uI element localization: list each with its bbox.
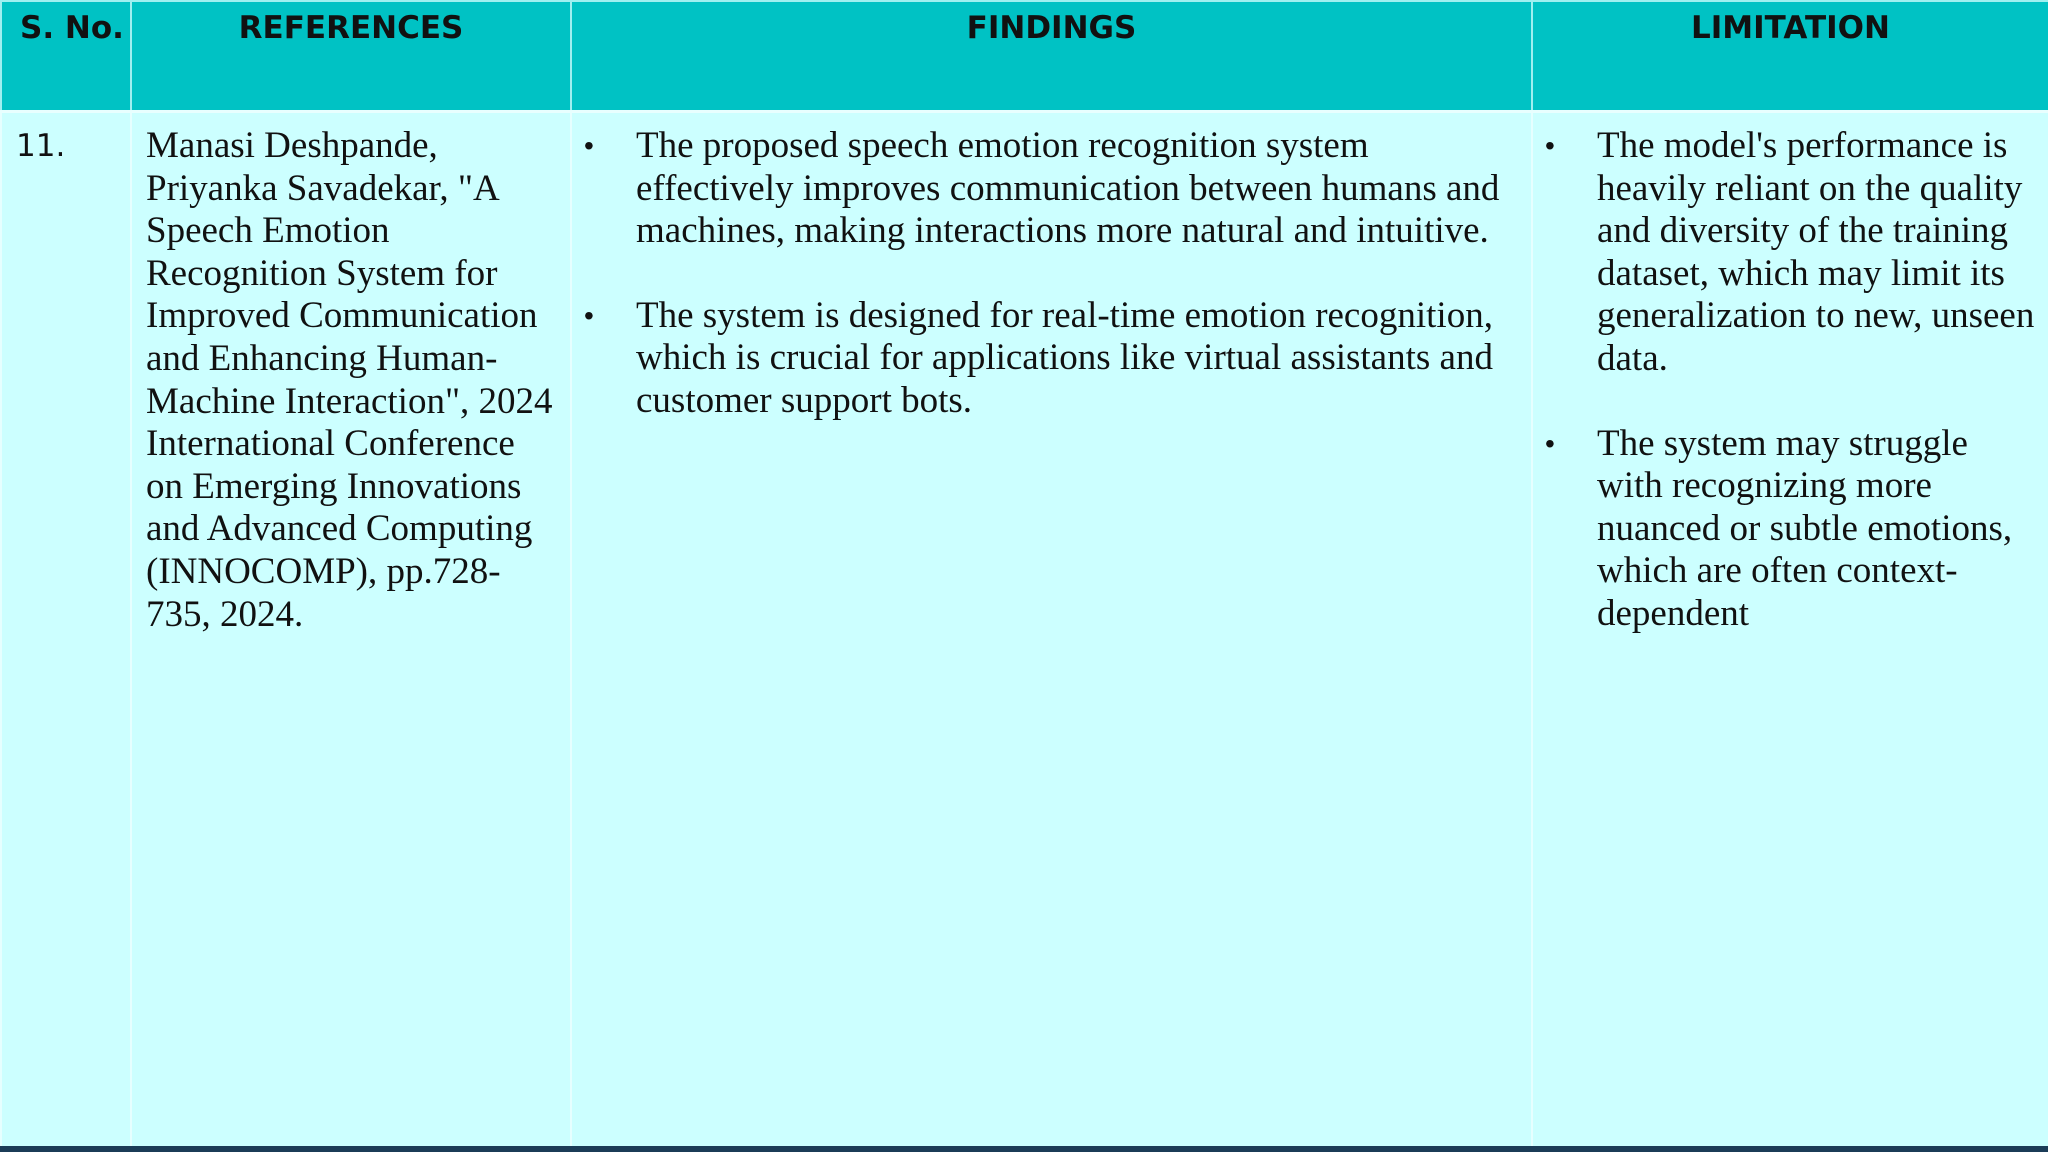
limitations-list <box>1545 125 2036 636</box>
limitation-text: The system may struggle with recognizing more nuanced or subtle emotions, which are often context-dependent <box>1597 422 2013 634</box>
header-limitation: LIMITATION <box>1532 1 2048 112</box>
slide-bottom-bar <box>0 1146 2048 1152</box>
table-row <box>1 112 2048 1148</box>
header-sno: S. No. <box>1 1 131 112</box>
bullet-icon: • <box>1545 130 1555 161</box>
finding-item <box>584 125 1507 253</box>
finding-text: The system is designed for real-time emotion recognition, which is crucial for applications like virtual assistants and customer support bots. <box>636 294 1493 421</box>
finding-text: The proposed speech emotion recognition system effectively improves communication between humans and machines, making interactions more natural and intuitive. <box>636 125 1500 252</box>
cell-sno: 11. <box>1 112 131 1148</box>
header-row <box>1 1 2048 112</box>
finding-item <box>584 295 1507 423</box>
bullet-icon: • <box>1545 427 1555 459</box>
findings-list <box>584 125 1507 423</box>
table-header <box>1 1 2048 112</box>
limitation-item <box>1545 125 2036 381</box>
limitation-text: The model's performance is heavily reliant on the quality and diversity of the training dataset, which may limit its generalization to new, unseen data. <box>1597 125 2035 379</box>
header-references: REFERENCES <box>131 1 571 112</box>
limitation-item <box>1545 423 2036 636</box>
bullet-icon: • <box>584 130 594 161</box>
cell-limitation <box>1532 112 2048 1148</box>
bullet-icon: • <box>584 299 594 331</box>
header-findings: FINDINGS <box>571 1 1532 112</box>
cell-findings <box>571 112 1532 1148</box>
cell-reference: Manasi Deshpande, Priyanka Savadekar, "A Speech Emotion Recognition System for Improved Communication and Enhancing Human-Machine Interaction", 2024 International Conference on Emerging Innovations and Advanced Computing (INNOCOMP), pp.728-735, 2024. <box>131 112 571 1148</box>
